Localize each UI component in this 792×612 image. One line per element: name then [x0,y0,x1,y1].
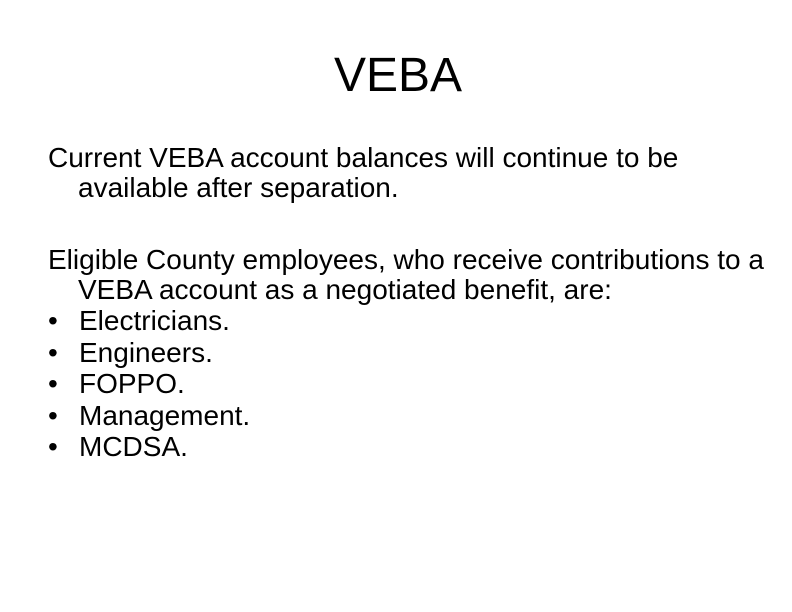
slide-title: VEBA [333,49,463,102]
bullet-text: MCDSA. [79,431,188,462]
bullet-icon: • [48,368,58,399]
slide-body [48,143,768,463]
bullet-list [48,305,768,463]
bullet-icon: • [48,399,58,431]
bullet-icon: • [48,305,58,336]
list-item-engineers [48,337,768,369]
bullet-text: FOPPO. [79,368,185,399]
list-item-management [48,400,768,432]
bullet-text: Management. [79,399,251,431]
eligible-employees-intro: Eligible County employees, who receive contributions to a VEBA account as a negotiated benefit, are: [48,244,764,305]
bullet-icon: • [48,431,58,462]
list-item-electricians [48,305,768,337]
list-item-foppo [48,368,768,400]
paragraph-eligible-employees [48,245,768,305]
bullet-text: Engineers. [79,336,213,368]
paragraph-veba-balances: Current VEBA account balances will continue to be available after separation. [48,142,679,203]
list-item-mcdsa [48,431,768,463]
bullet-text: Electricians. [79,305,230,336]
bullet-icon: • [48,336,58,368]
